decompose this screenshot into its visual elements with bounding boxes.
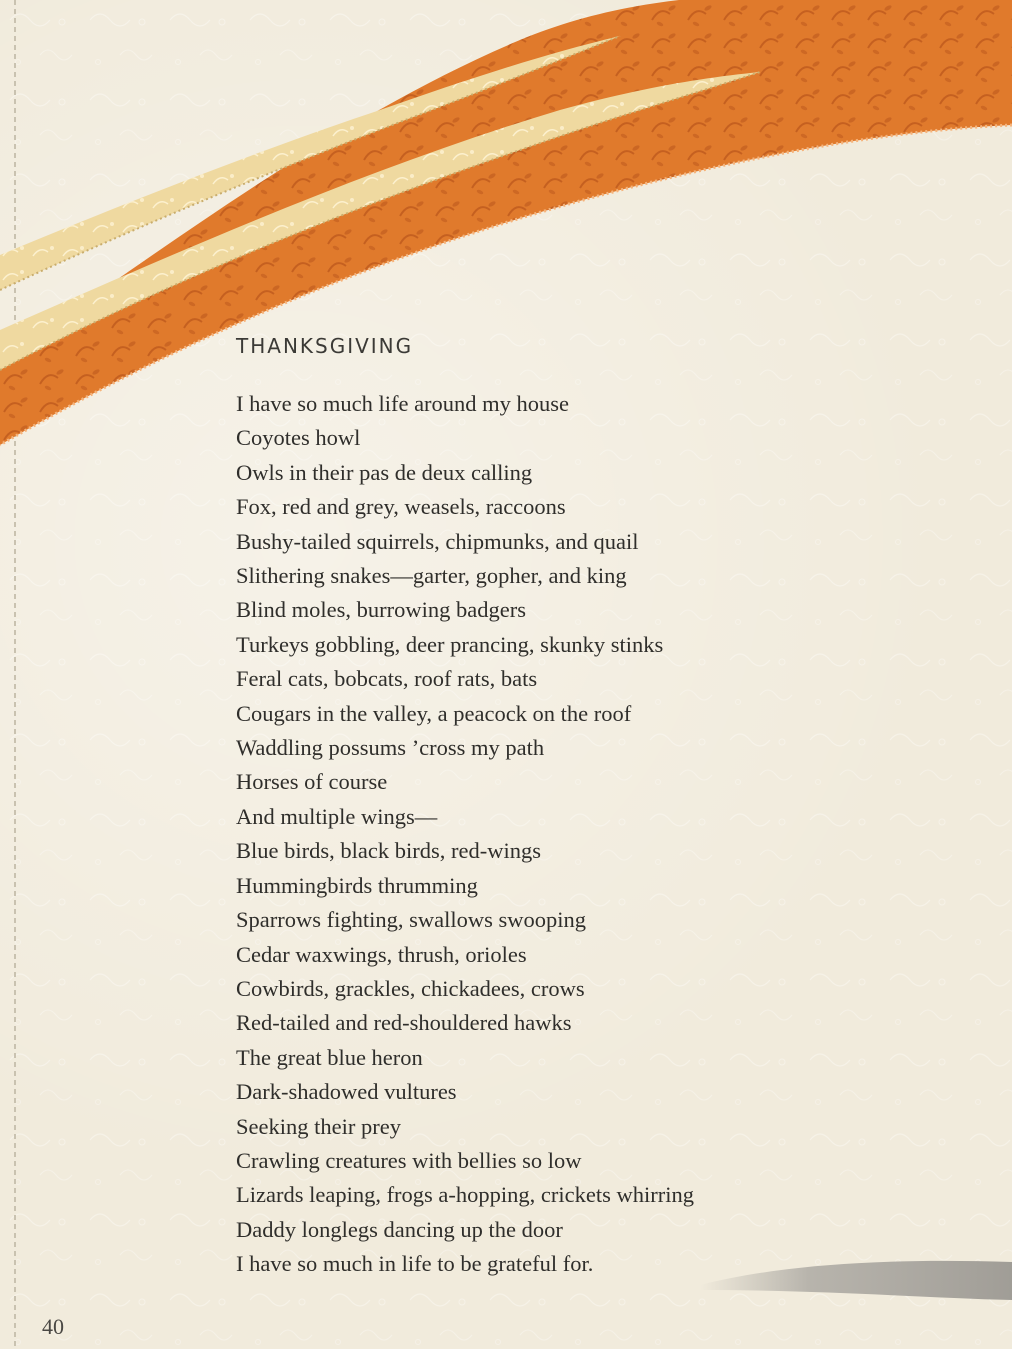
poem-line: And multiple wings— xyxy=(236,803,438,829)
poem-line: Coyotes howl xyxy=(236,425,361,451)
poem-line: I have so much life around my house xyxy=(236,391,570,416)
poem-line: Cowbirds, grackles, chickadees, crows xyxy=(236,975,585,1001)
poem-line: Feral cats, bobcats, roof rats, bats xyxy=(236,666,538,692)
poem-line: Horses of course xyxy=(236,769,388,795)
poem-line: Bushy-tailed squirrels, chipmunks, and quail xyxy=(236,528,639,554)
poem-line: Cougars in the valley, a peacock on the roof xyxy=(236,700,632,726)
poem-line: Dark-shadowed vultures xyxy=(236,1079,457,1105)
poem-line: Hummingbirds thrumming xyxy=(236,872,478,898)
poem-title: THANKSGIVING xyxy=(236,334,414,358)
poem-line: Seeking their prey xyxy=(236,1113,401,1139)
page-number: 40 xyxy=(42,1314,64,1339)
poem-line: Sparrows fighting, swallows swooping xyxy=(236,907,586,933)
poem-line: Owls in their pas de deux calling xyxy=(236,459,533,485)
poem-line: Turkeys gobbling, deer prancing, skunky stinks xyxy=(236,631,664,657)
poem-line: Fox, red and grey, weasels, raccoons xyxy=(236,494,566,520)
poem-line: Red-tailed and red-shouldered hawks xyxy=(236,1010,572,1036)
poem-line: Crawling creatures with bellies so low xyxy=(236,1147,582,1173)
poem-line: Cedar waxwings, thrush, orioles xyxy=(236,941,527,967)
poem-body xyxy=(236,387,694,1282)
poem-line: Blue birds, black birds, red-wings xyxy=(236,838,541,864)
poem-line: Waddling possums ’cross my path xyxy=(236,735,545,761)
poem-line: Daddy longlegs dancing up the door xyxy=(236,1216,563,1242)
poem-line: Blind moles, burrowing badgers xyxy=(236,597,526,623)
poem-line: Slithering snakes—garter, gopher, and king xyxy=(236,563,627,589)
poem-line: Lizards leaping, frogs a-hopping, crickets whirring xyxy=(236,1182,694,1208)
poem-line: The great blue heron xyxy=(236,1044,423,1070)
poem-line: I have so much in life to be grateful for. xyxy=(236,1251,594,1277)
